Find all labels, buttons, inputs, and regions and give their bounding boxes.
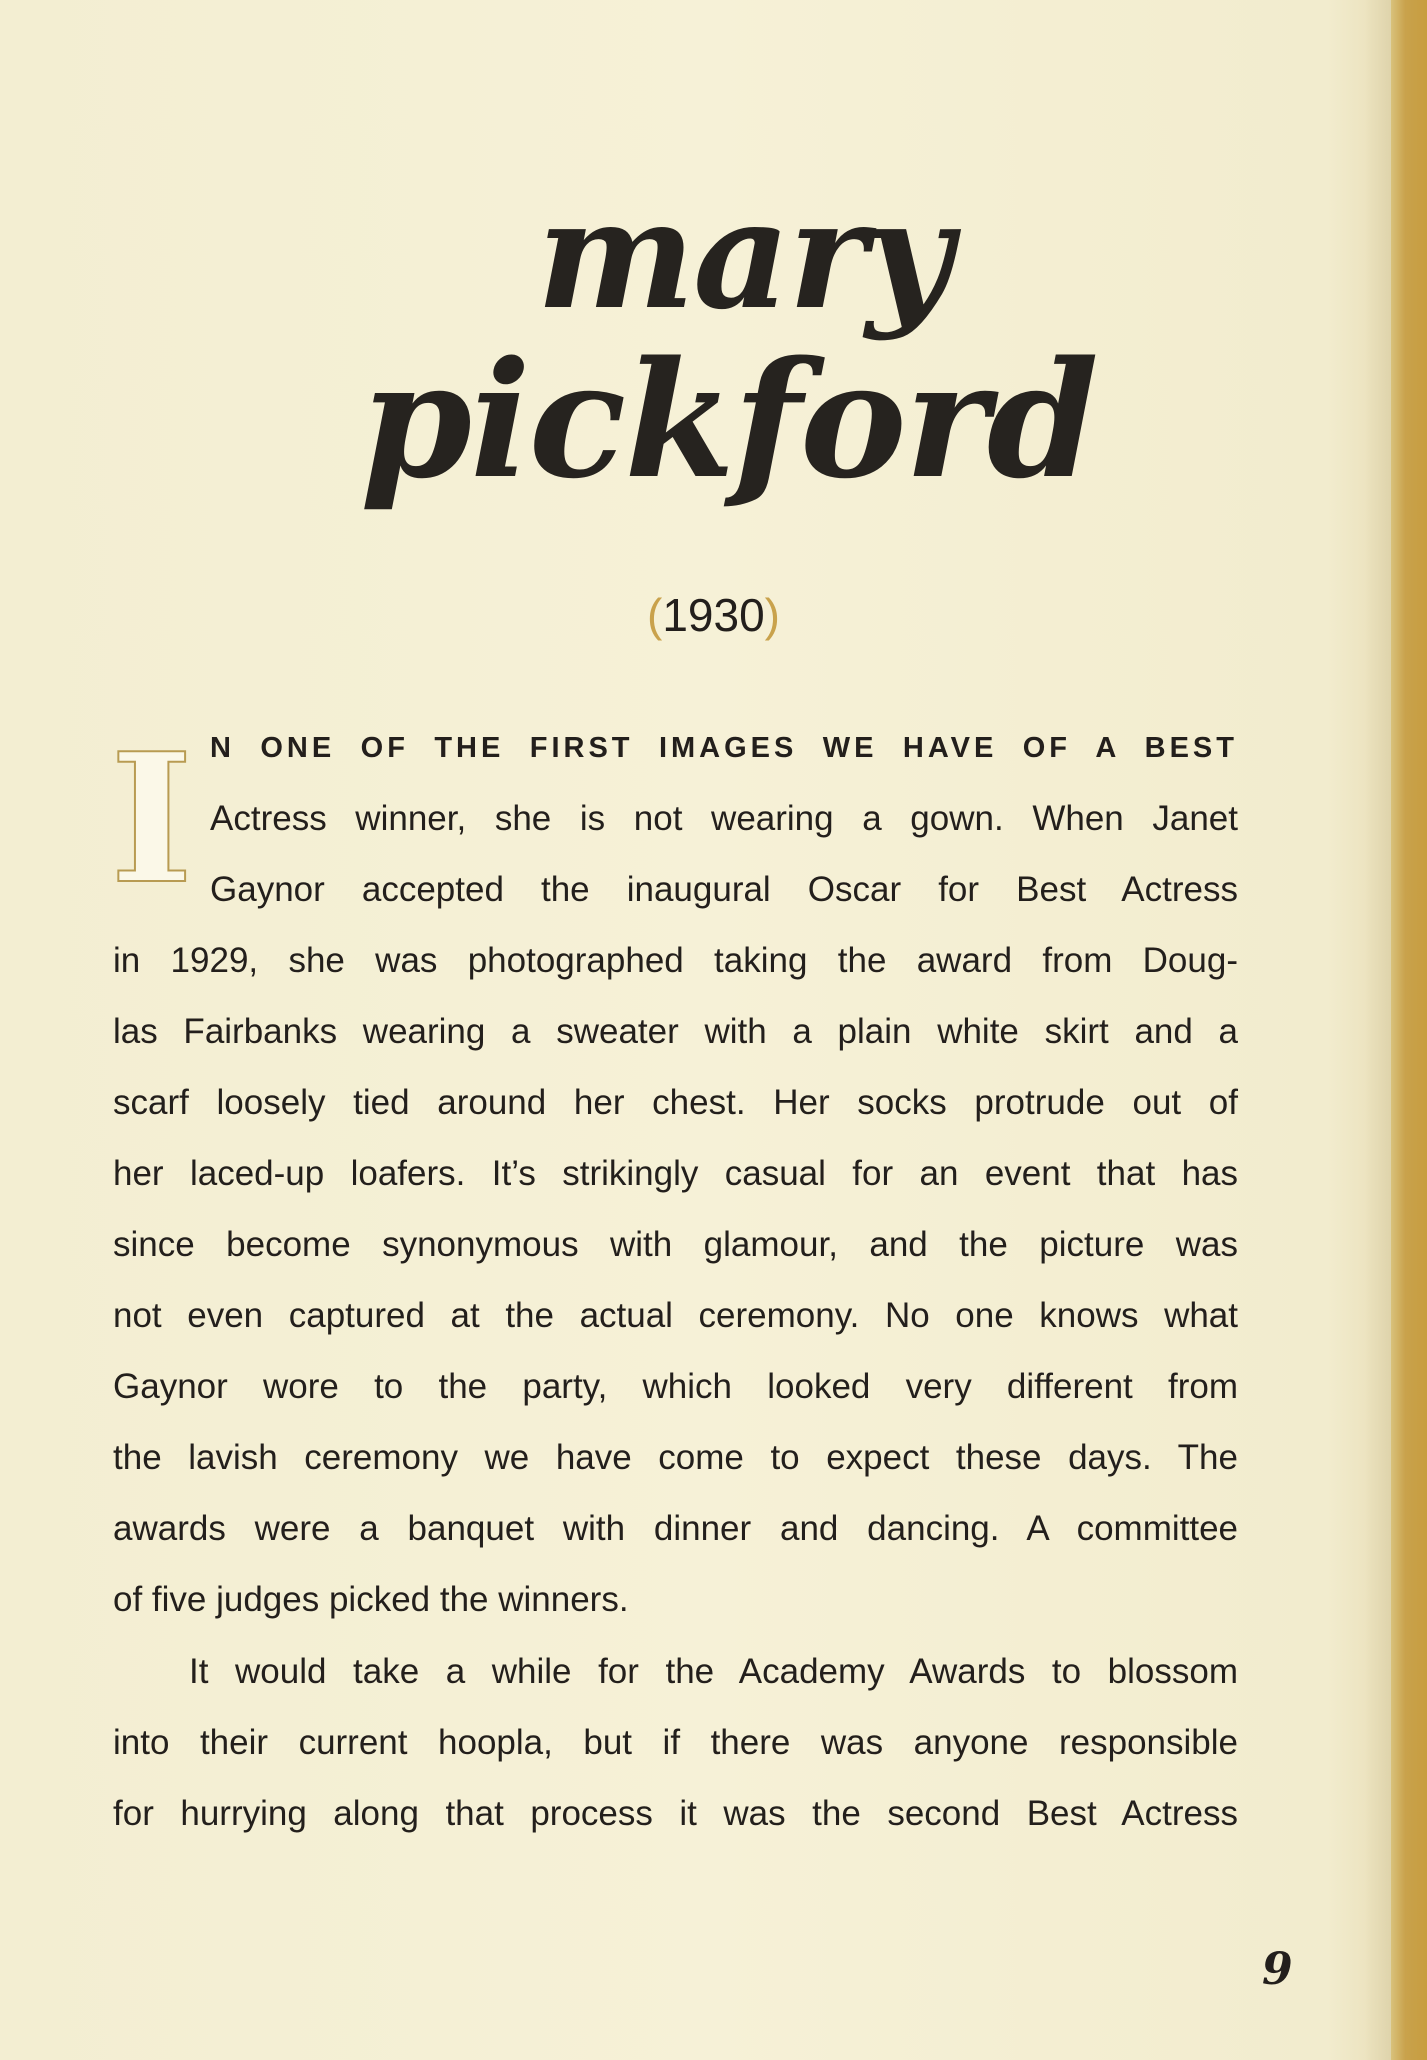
body-line: her laced-up loafers. It’s strikingly casual for an event that has bbox=[113, 1154, 1238, 1193]
body-line: Gaynor wore to the party, which looked very different from bbox=[113, 1367, 1238, 1406]
body-line: awards were a banquet with dinner and dancing. A committee bbox=[113, 1509, 1238, 1548]
body-line: Gaynor accepted the inaugural Oscar for Best Actress bbox=[210, 870, 1238, 909]
drop-cap: I bbox=[110, 714, 194, 923]
body-line: into their current hoopla, but if there was anyone responsible bbox=[113, 1723, 1238, 1762]
body-line-paragraph-start: It would take a while for the Academy Awards to blossom bbox=[189, 1652, 1238, 1691]
year-value: 1930 bbox=[662, 589, 765, 641]
body-line: for hurrying along that process it was the second Best Actress bbox=[113, 1794, 1238, 1833]
body-line: since become synonymous with glamour, and the picture was bbox=[113, 1225, 1238, 1264]
body-line: the lavish ceremony we have come to expect these days. The bbox=[113, 1438, 1238, 1477]
body-line: N ONE OF THE FIRST IMAGES WE HAVE OF A BEST bbox=[210, 732, 1238, 764]
body-line: Actress winner, she is not wearing a gown. When Janet bbox=[210, 799, 1238, 838]
page-number: 9 bbox=[1262, 1944, 1293, 1995]
body-line: not even captured at the actual ceremony. No one knows what bbox=[113, 1296, 1238, 1335]
chapter-title-last-name: pickford bbox=[360, 326, 1097, 514]
body-line: in 1929, she was photographed taking the award from Doug- bbox=[113, 941, 1238, 980]
body-line: of five judges picked the winners. bbox=[113, 1580, 629, 1619]
body-line: las Fairbanks wearing a sweater with a plain white skirt and a bbox=[113, 1012, 1238, 1051]
body-line: scarf loosely tied around her chest. Her socks protrude out of bbox=[113, 1083, 1238, 1122]
chapter-title-first-name: mary bbox=[536, 167, 951, 343]
chapter-year bbox=[0, 585, 1427, 645]
year-open-paren: ( bbox=[647, 589, 663, 641]
year-close-paren: ) bbox=[764, 589, 780, 641]
